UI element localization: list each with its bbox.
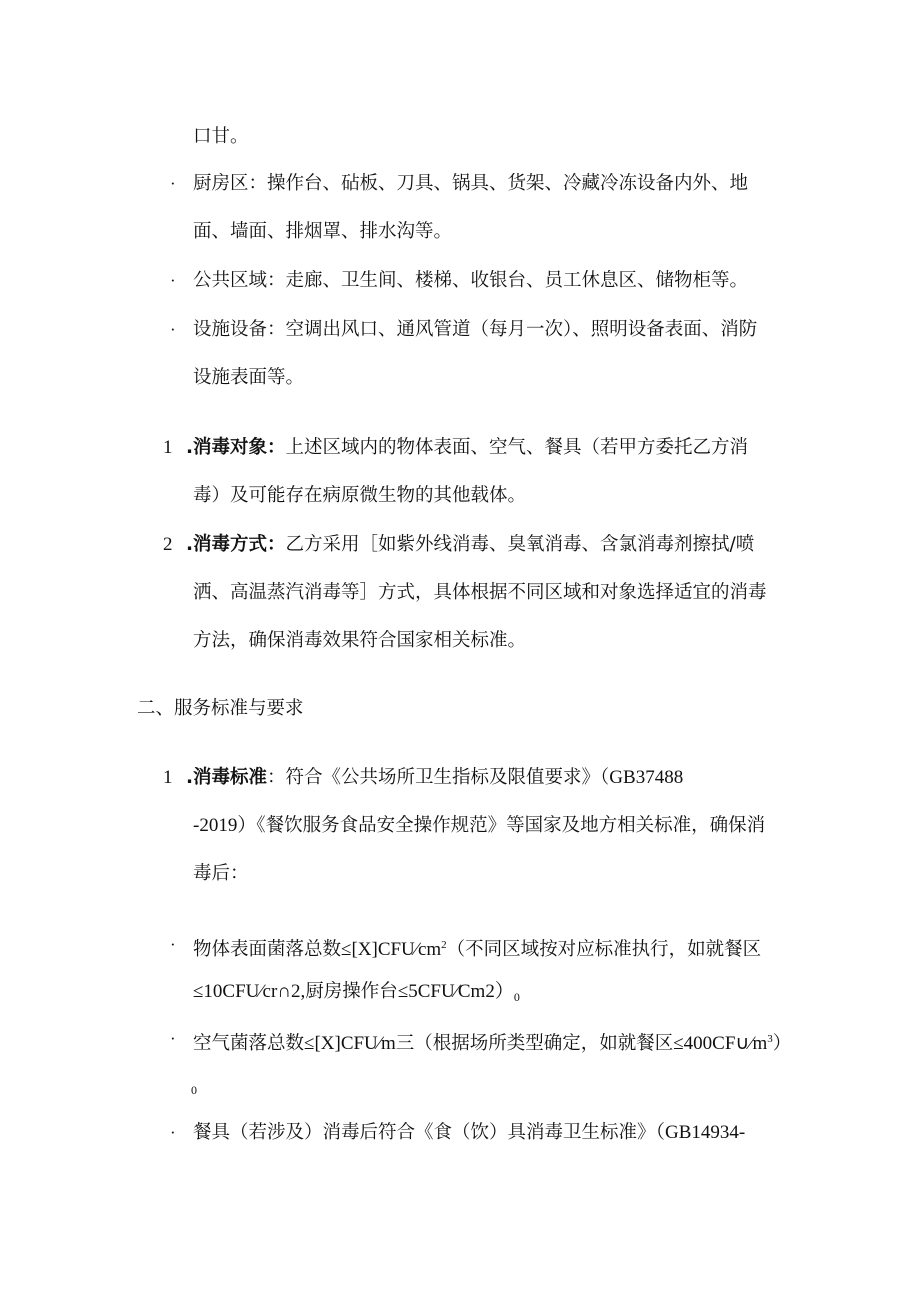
text-span: 三（根据场所类型确定，如就餐区 [395, 1033, 674, 1054]
text-line: 厨房区：操作台、砧板、刀具、锅具、货架、冷藏冷冻设备内外、地 [193, 173, 749, 194]
standard-code: GB37488 [609, 767, 684, 788]
text-line: 公共区域：走廊、卫生间、楼梯、收银台、员工休息区、储物柜等。 [193, 270, 749, 291]
text-span: （不同区域按对应标准执行，如就餐区 [446, 939, 762, 960]
formula-span: ≤[X]CFU∕cm [341, 939, 442, 960]
bullet-marker: · [170, 1123, 176, 1142]
bullet-marker: · [170, 320, 176, 339]
text-span: 空气菌落总数 [193, 1033, 305, 1054]
standard-year: -2019） [193, 815, 257, 836]
text-line [193, 933, 761, 962]
item-label: .消毒方式： [186, 534, 286, 555]
text-line: 口甘。 [193, 126, 249, 147]
section-heading: 二、服务标准与要求 [137, 698, 304, 719]
text-span: ） [772, 1033, 792, 1054]
text-line: 洒、高温蒸汽消毒等］方式，具体根据不同区域和对象选择适宜的消毒 [193, 582, 767, 603]
text-line [193, 814, 765, 838]
formula-span: ≤[X]CFU∕m [304, 1033, 396, 1054]
trailing-mark: 0 [191, 1083, 197, 1097]
text-line [186, 436, 748, 460]
list-number: 1 [163, 437, 173, 458]
text-line [186, 766, 683, 790]
formula-span: ≤5CFU∕Cm2） [397, 981, 514, 1002]
text-line [193, 980, 520, 1009]
item-text: 乙方采用［如紫外线消毒、臭氧消毒、含氯消毒剂擦拭/喷 [285, 534, 755, 555]
text-span: 厨房操作台 [305, 981, 398, 1002]
trailing-mark: 0 [513, 990, 520, 1004]
text-line [193, 1027, 791, 1056]
item-text: 上述区域内的物体表面、空气、餐具（若甲方委托乙方消 [285, 437, 749, 458]
list-number: 1 [163, 767, 173, 788]
text-line: 方法，确保消毒效果符合国家相关标准。 [193, 630, 527, 651]
superscript: 3 [767, 1033, 773, 1045]
text-line: 面、墙面、排烟罩、排水沟等。 [193, 221, 453, 242]
text-line [193, 1121, 745, 1145]
text-line [186, 533, 754, 557]
item-text: ：符合《公共场所卫生指标及限值要求》（ [267, 767, 610, 788]
item-label: .消毒标准 [186, 767, 268, 788]
superscript: 2 [441, 939, 447, 951]
text-line: 毒）及可能存在病原微生物的其他载体。 [193, 485, 527, 506]
text-line: 毒后： [193, 863, 249, 884]
item-label: .消毒对象： [186, 437, 286, 458]
bullet-marker: · [170, 271, 176, 290]
bullet-marker: · [170, 1029, 176, 1048]
standard-code: （GB14934- [655, 1122, 746, 1143]
text-span: 餐具（若涉及）消毒后符合《食（饮）具消毒卫生标准》 [193, 1122, 656, 1143]
formula-span: ≤400CF∪∕m [673, 1033, 768, 1054]
bullet-marker: · [170, 174, 176, 193]
item-text: 《餐饮服务食品安全操作规范》等国家及地方相关标准，确保消 [256, 815, 766, 836]
list-number: 2 [163, 534, 173, 555]
text-line: 设施表面等。 [193, 367, 305, 388]
bullet-marker: · [170, 935, 176, 954]
text-line: 设施设备：空调出风口、通风管道（每月一次）、照明设备表面、消防 [193, 319, 758, 340]
formula-span: ≤10CFU∕cr∩2, [193, 981, 306, 1002]
text-span: 物体表面菌落总数 [193, 939, 342, 960]
